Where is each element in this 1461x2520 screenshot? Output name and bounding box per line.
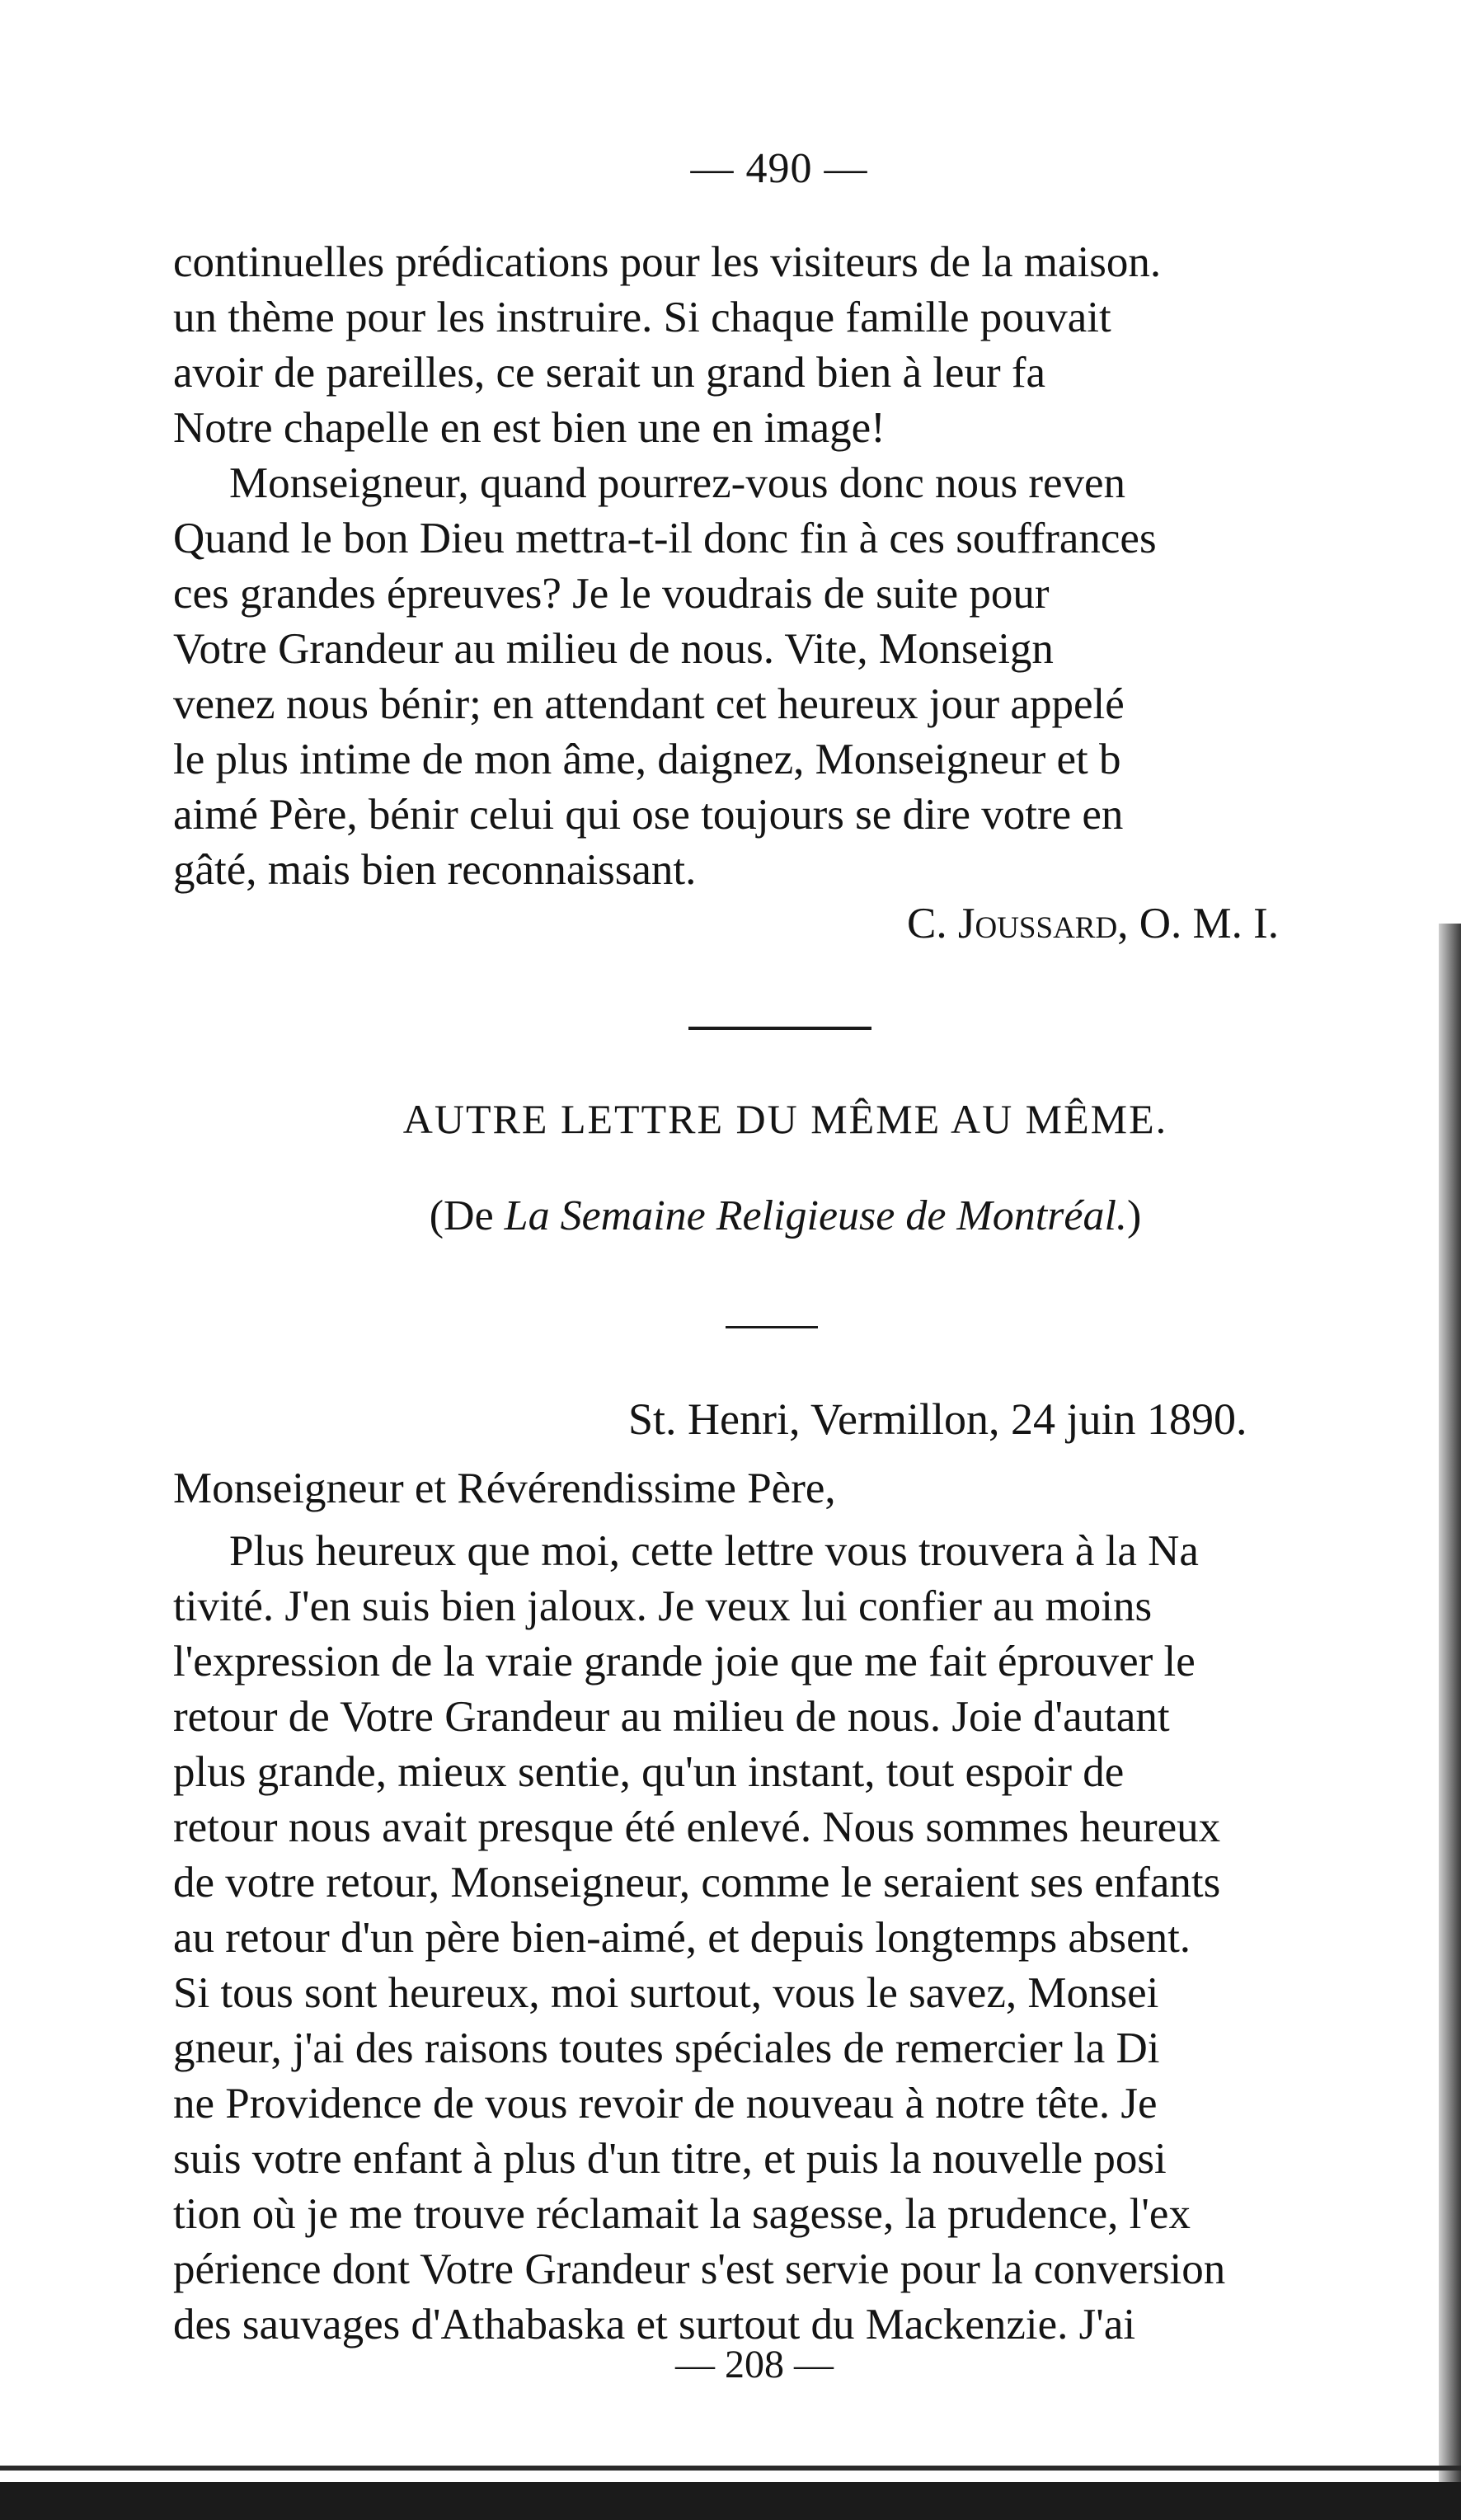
text-line: Notre chapelle en est bien une en image! — [173, 404, 886, 452]
text-line: ne Providence de vous revoir de nouveau à notre tête. Je — [173, 2080, 1158, 2127]
text-line: Plus heureux que moi, cette lettre vous trouvera à la Na — [229, 1527, 1199, 1575]
scan-bottom-band — [0, 2482, 1461, 2520]
text-line: un thème pour les instruire. Si chaque famille pouvait — [173, 294, 1111, 341]
text-line: retour nous avait presque été enlevé. Nous sommes heureux — [173, 1803, 1221, 1851]
text-line: gneur, j'ai des raisons toutes spéciales de remercier la Di — [173, 2024, 1160, 2072]
source-open: (De — [429, 1192, 505, 1239]
text-line: plus grande, mieux sentie, qu'un instant, tout espoir de — [173, 1748, 1125, 1796]
text-line: Quand le bon Dieu mettra-t-il donc fin à ces souffrances — [173, 515, 1157, 562]
page-number: — 490 — — [690, 145, 868, 192]
text-line: gâté, mais bien reconnaissant. — [173, 846, 697, 894]
page-edge-shadow — [1439, 924, 1461, 2482]
text-line: Monseigneur, quand pourrez-vous donc nous reven — [229, 459, 1126, 507]
text-line: tion où je me trouve réclamait la sagesse, la prudence, l'ex — [173, 2190, 1191, 2238]
source-citation — [0, 1192, 1461, 1240]
letter-heading: AUTRE LETTRE DU MÊME AU MÊME. — [402, 1096, 1168, 1142]
first-paragraph-block — [173, 235, 1426, 898]
text-line: de votre retour, Monseigneur, comme le seraient ses enfants — [173, 1859, 1221, 1906]
text-line: venez nous bénir; en attendant cet heureux jour appelé — [173, 680, 1125, 728]
text-line: des sauvages d'Athabaska et surtout du Mackenzie. J'ai — [173, 2301, 1136, 2348]
text-line: au retour d'un père bien-aimé, et depuis longtemps absent. — [173, 1914, 1191, 1962]
text-line: retour de Votre Grandeur au milieu de nous. Joie d'autant — [173, 1693, 1170, 1741]
source-title: La Semaine Religieuse de Montréal. — [504, 1192, 1127, 1239]
dateline: St. Henri, Vermillon, 24 juin 1890. — [628, 1394, 1247, 1444]
signature — [907, 899, 1279, 948]
scan-bottom-line — [0, 2466, 1461, 2471]
signature-suffix: , O. M. I. — [1117, 900, 1280, 947]
text-line: périence dont Votre Grandeur s'est servie pour la conversion — [173, 2245, 1226, 2293]
section-divider — [688, 1027, 871, 1030]
text-line: suis votre enfant à plus d'un titre, et puis la nouvelle posi — [173, 2135, 1167, 2183]
text-line: Votre Grandeur au milieu de nous. Vite, Monseign — [173, 625, 1054, 673]
signature-initial: C. — [907, 900, 947, 947]
text-line: continuelles prédications pour les visiteurs de la maison. — [173, 238, 1162, 286]
short-divider — [726, 1326, 818, 1328]
text-line: l'expression de la vraie grande joie que me fait éprouver le — [173, 1638, 1196, 1685]
second-paragraph-block — [173, 1524, 1426, 2353]
signature-name: Joussard — [957, 900, 1118, 947]
text-line: le plus intime de mon âme, daignez, Monseigneur et b — [173, 736, 1121, 783]
source-close: ) — [1126, 1192, 1142, 1239]
text-line: tivité. J'en suis bien jaloux. Je veux lui confier au moins — [173, 1582, 1153, 1630]
text-line: aimé Père, bénir celui qui ose toujours se dire votre en — [173, 791, 1124, 839]
text-line: avoir de pareilles, ce serait un grand bien à leur fa — [173, 349, 1046, 397]
salutation: Monseigneur et Révérendissime Père, — [173, 1465, 836, 1512]
text-line: Si tous sont heureux, moi surtout, vous le savez, Monsei — [173, 1969, 1159, 2017]
footer-page-number: — 208 — — [675, 2343, 834, 2386]
text-line: ces grandes épreuves? Je le voudrais de suite pour — [173, 570, 1050, 618]
